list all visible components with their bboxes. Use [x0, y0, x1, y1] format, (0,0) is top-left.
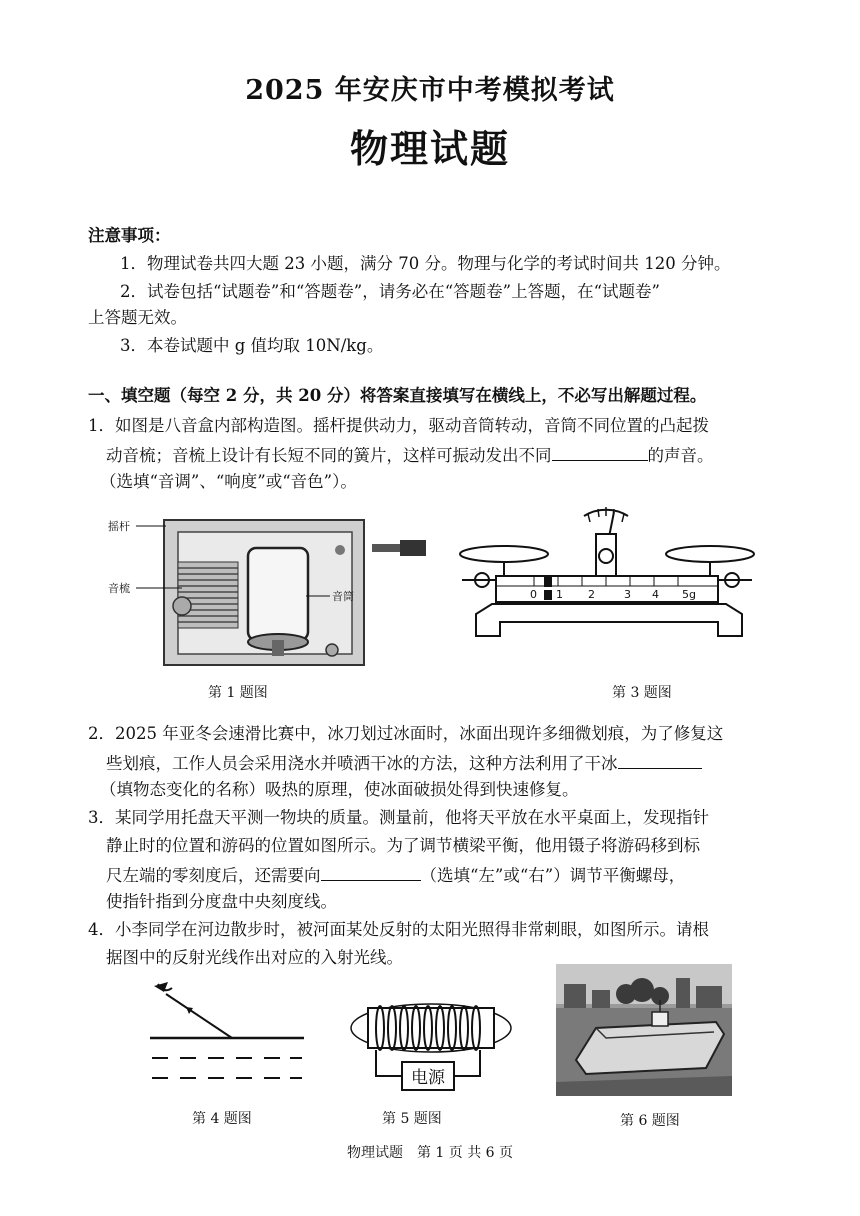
- figure-4-caption: 第 4 题图: [192, 1111, 252, 1127]
- exam-title: 2025 年安庆市中考模拟考试: [245, 75, 615, 106]
- question-1-line-1: 1．如图是八音盒内部构造图。摇杆提供动力，驱动音筒转动，音筒不同位置的凸起拨: [88, 416, 709, 435]
- section-1-heading: 一、填空题（每空 2 分，共 20 分）将答案直接填写在横线上，不必写出解题过程。: [88, 386, 707, 405]
- figure-3-caption: 第 3 题图: [612, 685, 672, 701]
- solenoid-figure: [346, 998, 516, 1098]
- wire-right: [454, 1050, 480, 1076]
- power-supply-label: 电源: [411, 1068, 445, 1088]
- question-3-line-4: 使指针指到分度盘中央刻度线。: [106, 892, 337, 911]
- drum-cylinder: [248, 548, 308, 656]
- reflection-figure: [146, 980, 306, 1090]
- balance-base: [476, 604, 742, 636]
- question-2-text: 些划痕，工作人员会采用浇水并喷洒干冰的方法，这种方法利用了干冰: [106, 754, 618, 773]
- answer-blank-1[interactable]: [552, 442, 648, 461]
- comb-reeds: [178, 562, 238, 628]
- figure-1-caption: 第 1 题图: [208, 685, 268, 701]
- label-drum: 音筒: [332, 590, 354, 603]
- notice-item-2: 2．试卷包括“试题卷”和“答题卷”，请务必在“答题卷”上答题，在“试题卷”: [120, 282, 660, 301]
- question-3-line-1: 3．某同学用托盘天平测一物块的质量。测量前，他将天平放在水平桌面上，发现指针: [88, 808, 709, 827]
- wire-left: [376, 1050, 402, 1076]
- question-1-text-a: 动音梳；音梳上设计有长短不同的簧片，这样可振动发出不同: [106, 446, 552, 465]
- question-4-line-1: 4．小李同学在河边散步时，被河面某处反射的太阳光照得非常刺眼，如图所示。请根: [88, 920, 709, 939]
- notice-item-2-cont: 上答题无效。: [88, 308, 187, 327]
- question-1-line-2: [106, 442, 714, 468]
- eye-icon: [154, 982, 172, 992]
- scale-label-4: 4: [652, 588, 659, 601]
- question-3-line-3: [106, 862, 685, 888]
- question-1-line-3: （选填“音调”、“响度”或“音色”）。: [100, 472, 357, 491]
- right-pan: [666, 546, 754, 562]
- question-2-line-1: 2．2025 年亚冬会速滑比赛中，冰刀划过冰面时，冰面出现许多细微划痕，为了修复这: [88, 724, 724, 743]
- scale-label-2: 2: [588, 588, 595, 601]
- scale-label-3: 3: [624, 588, 631, 601]
- question-4-line-2: 据图中的反射光线作出对应的入射光线。: [106, 948, 403, 967]
- scale-label-0: 0: [530, 588, 537, 601]
- page-footer: 物理试题 第 1 页 共 6 页: [346, 1145, 514, 1161]
- figure-6-caption: 第 6 题图: [620, 1113, 680, 1129]
- question-1-text-b: 的声音。: [647, 446, 714, 465]
- notice-heading: 注意事项：: [88, 226, 171, 245]
- reflected-ray: [166, 994, 232, 1038]
- screw: [326, 644, 338, 656]
- question-3-text-b: （选填“左”或“右”）调节平衡螺母，: [420, 866, 686, 885]
- figure-5-caption: 第 5 题图: [382, 1111, 442, 1127]
- answer-blank-2[interactable]: [618, 750, 702, 769]
- question-3-line-2: 静止时的位置和游码的位置如图所示。为了调节横梁平衡，他用镊子将游码移到标: [106, 836, 700, 855]
- music-box-figure: [100, 510, 440, 670]
- water-dashes: [152, 1058, 302, 1078]
- scale-label-5g: 5g: [682, 588, 696, 601]
- screw: [335, 545, 345, 555]
- ship-photo-figure: [556, 964, 732, 1096]
- question-2-line-2: [106, 750, 702, 776]
- label-comb: 音梳: [108, 582, 130, 595]
- answer-blank-3[interactable]: [321, 862, 421, 881]
- scale-label-1: 1: [556, 588, 563, 601]
- ship-cabin: [652, 1012, 668, 1026]
- notice-item-3: 3．本卷试题中 g 值均取 10N/kg。: [120, 336, 384, 355]
- question-2-line-3: （填物态变化的名称）吸热的原理，使冰面破损处得到快速修复。: [100, 780, 579, 799]
- left-pan: [460, 546, 548, 562]
- screw: [173, 597, 191, 615]
- rider-weight: [544, 577, 552, 587]
- notice-item-1: 1．物理试卷共四大题 23 小题，满分 70 分。物理与化学的考试时间共 120 分钟。: [120, 254, 731, 273]
- question-3-text-a: 尺左端的零刻度后，还需要向: [106, 866, 321, 885]
- label-crank: 摇杆: [108, 520, 130, 533]
- exam-subject-title: 物理试题: [349, 126, 510, 171]
- balance-figure: [456, 494, 786, 644]
